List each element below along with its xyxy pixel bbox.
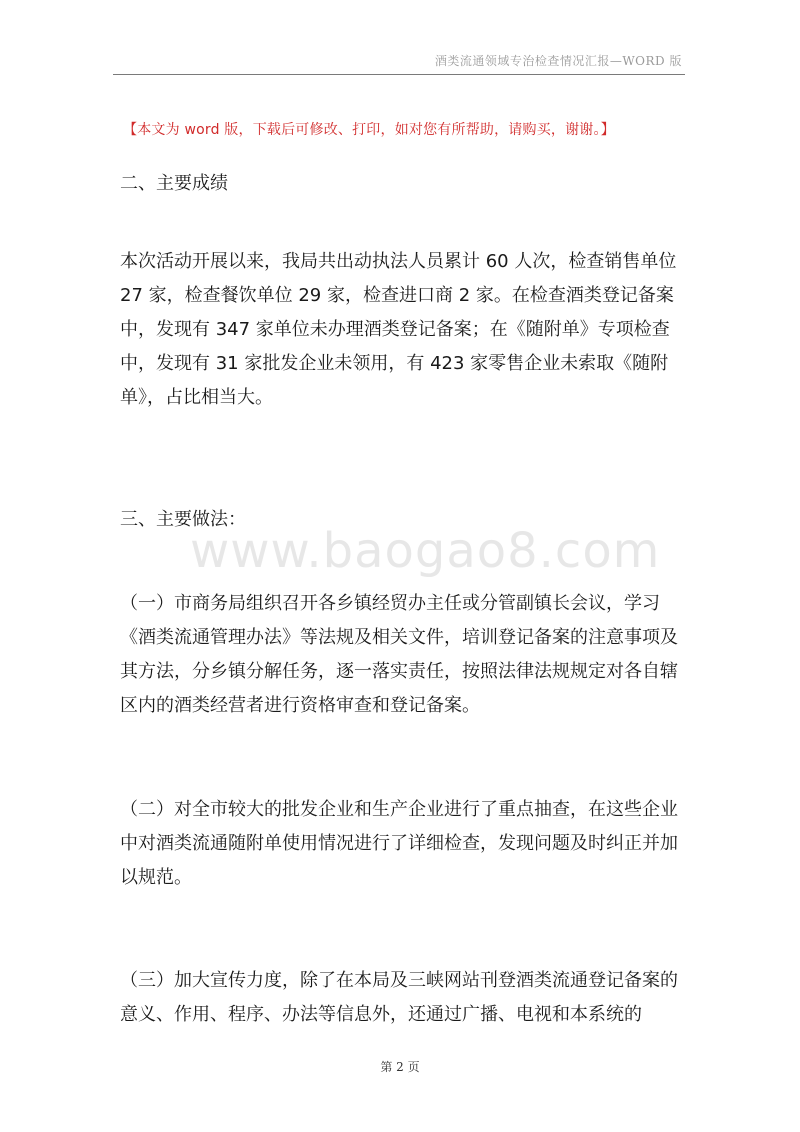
paragraph-method-1: （一）市商务局组织召开各乡镇经贸办主任或分管副镇长会议，学习《酒类流通管理办法》等法规及相关文件，培训登记备案的注意事项及其方法，分乡镇分解任务，逐一落实责任，按照法律法规规定对各自辖区内的酒类经营者进行资格审查和登记备案。 <box>120 593 678 716</box>
site-watermark: www.baogao8.com <box>190 523 661 579</box>
section-heading-achievements: 二、主要成绩 <box>120 173 228 194</box>
header-divider <box>113 74 685 75</box>
paragraph-method-3: （三）加大宣传力度，除了在本局及三峡网站刊登酒类流通登记备案的意义、作用、程序、办法等信息外，还通过广播、电视和本系统的 <box>120 970 678 1025</box>
purchase-notice: 【本文为 word 版，下载后可修改、打印，如对您有所帮助，请购买，谢谢。】 <box>123 122 615 138</box>
page-number: 第 2 页 <box>380 1060 420 1074</box>
section-heading-methods: 三、主要做法： <box>120 509 246 530</box>
paragraph-method-2: （二）对全市较大的批发企业和生产企业进行了重点抽查，在这些企业中对酒类流通随附单使用情况进行了详细检查，发现问题及时纠正并加以规范。 <box>120 799 678 888</box>
paragraph-achievements: 本次活动开展以来，我局共出动执法人员累计 60 人次，检查销售单位 27 家，检查餐饮单位 29 家，检查进口商 2 家。在检查酒类登记备案中，发现有 347 家单位未办理酒类登记备案；在《随附单》专项检查中，发现有 31 家批发企业未领用，有 423 家零售企业未索取《随附单》，占比相当大。 <box>120 251 677 408</box>
document-header-title: 酒类流通领域专治检查情况汇报—WORD 版 <box>434 54 682 68</box>
